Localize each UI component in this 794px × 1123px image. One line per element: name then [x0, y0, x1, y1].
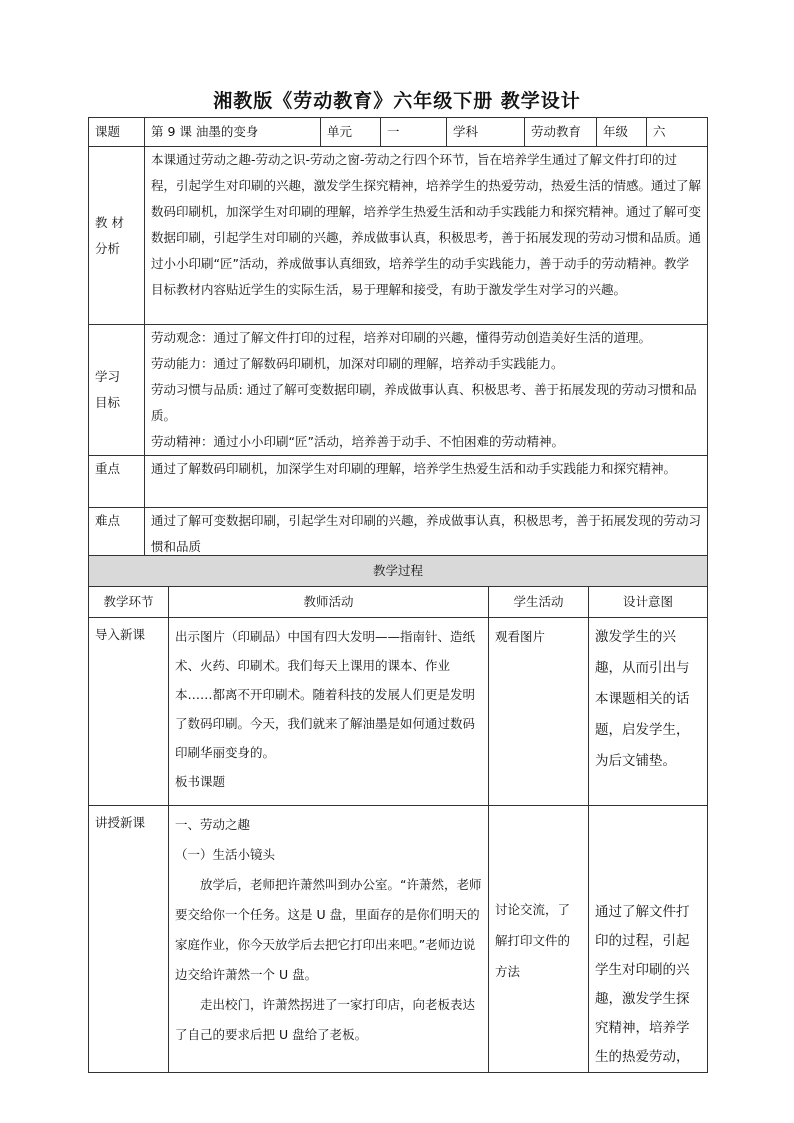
grade-value: 六 — [647, 118, 708, 147]
table-row — [89, 806, 708, 1073]
teacher-activity-text: 出示图片（印刷品）中国有四大发明——指南针、造纸术、火药、印刷术。我们每天上课用的课本、作业本……都离不开印刷术。随着科技的发展人们更是发明了数码印刷。今天，我们就来了解油墨是如何通过数码印刷华丽变身的。 — [175, 629, 476, 760]
teacher-activity-paragraph: 放学后，老师把许萧然叫到办公室。“许萧然，老师要交给你一个任务。这是 U 盘，里面存的是你们明天的家庭作业，你今天放学后去把它打印出来吧。”老师边说边交给许萧然一个 U 盘。 — [175, 877, 482, 982]
analysis-label-line2: 分析 — [95, 240, 121, 256]
design-intent-cell: 通过了解文件打印的过程，引起学生对印刷的兴趣，激发学生探究精神，培养学生的热爱劳动， — [589, 806, 708, 1073]
teacher-activity-extra: 板书课题 — [175, 774, 226, 789]
process-table — [88, 555, 708, 1073]
teacher-activity-heading: 一、劳动之趣 — [175, 817, 251, 832]
info-table — [88, 117, 708, 561]
difficulty-text: 通过了解可变数据印刷，引起学生对印刷的兴趣，养成做事认真，积极思考，善于拓展发现的劳动习惯和品质 — [145, 508, 708, 561]
stage-cell: 导入新课 — [89, 618, 169, 806]
table-row — [89, 618, 708, 806]
column-header: 设计意图 — [589, 587, 708, 618]
objective-item: 劳动观念：通过了解文件打印的过程，培养对印刷的兴趣，懂得劳动创造美好生活的道理。 — [151, 330, 652, 345]
analysis-label — [89, 147, 145, 325]
objectives-label-line2: 目标 — [95, 395, 121, 410]
teacher-activity-subheading: （一）生活小镜头 — [175, 847, 276, 862]
objective-item: 劳动精神：通过小小印刷“匠”活动，培养善于动手、不怕困难的劳动精神。 — [151, 434, 564, 449]
objective-item: 劳动能力：通过了解数码印刷机，加深对印刷的理解，培养动手实践能力。 — [151, 356, 564, 371]
analysis-text: 本课通过劳动之趣-劳动之识-劳动之窗-劳动之行四个环节，旨在培养学生通过了解文件打印的过程，引起学生对印刷的兴趣，激发学生探究精神，培养学生的热爱劳动，热爱生活的情感。通过了解数码印刷机，加深学生对印刷的理解，培养学生热爱生活和动手实践能力和探究精神。通过了解可变数据印刷，引起学生对印刷的兴趣，养成做事认真，积极思考，善于拓展发现的劳动习惯和品质。通过小小印刷“匠”活动，养成做事认真细致，培养学生的动手实践能力，善于动手的劳动精神。教学目标教材内容贴近学生的实际生活，易于理解和接受，有助于激发学生对学习的兴趣。 — [145, 147, 708, 325]
teacher-activity-cell — [169, 618, 489, 806]
lesson-value: 第 9 课 油墨的变身 — [145, 118, 321, 147]
objectives-label-line1: 学习 — [95, 369, 121, 384]
unit-label: 单元 — [321, 118, 381, 147]
analysis-label-line1: 教 材 — [95, 214, 124, 230]
student-activity-cell: 观看图片 — [489, 618, 589, 806]
lesson-label: 课题 — [89, 118, 145, 147]
subject-label: 学科 — [447, 118, 525, 147]
teacher-activity-cell — [169, 806, 489, 1073]
key-point-text: 通过了解数码印刷机，加深学生对印刷的理解，培养学生热爱生活和动手实践能力和探究精神。 — [145, 456, 708, 508]
key-point-label: 重点 — [89, 456, 145, 508]
document-title: 湘教版《劳动教育》六年级下册 教学设计 — [213, 90, 581, 112]
objectives-label — [89, 325, 145, 456]
teacher-activity-paragraph: 走出校门，许萧然拐进了一家打印店，向老板表达了自己的要求后把 U 盘给了老板。 — [175, 997, 476, 1042]
stage-cell: 讲授新课 — [89, 806, 169, 1073]
objectives-cell — [145, 325, 708, 456]
unit-value: 一 — [381, 118, 447, 147]
objective-item: 劳动习惯与品质: 通过了解可变数据印刷，养成做事认真、积极思考、善于拓展发现的劳动习惯和品质。 — [151, 382, 697, 423]
process-header: 教学过程 — [89, 556, 708, 587]
grade-label: 年级 — [597, 118, 647, 147]
design-intent-cell: 激发学生的兴趣，从而引出与本课题相关的话题，启发学生，为后文铺垫。 — [589, 618, 708, 806]
subject-value: 劳动教育 — [525, 118, 597, 147]
column-header: 教学环节 — [89, 587, 169, 618]
difficulty-label: 难点 — [89, 508, 145, 561]
column-header: 教师活动 — [169, 587, 489, 618]
column-header: 学生活动 — [489, 587, 589, 618]
student-activity-cell: 讨论交流，了解打印文件的方法 — [489, 806, 589, 1073]
